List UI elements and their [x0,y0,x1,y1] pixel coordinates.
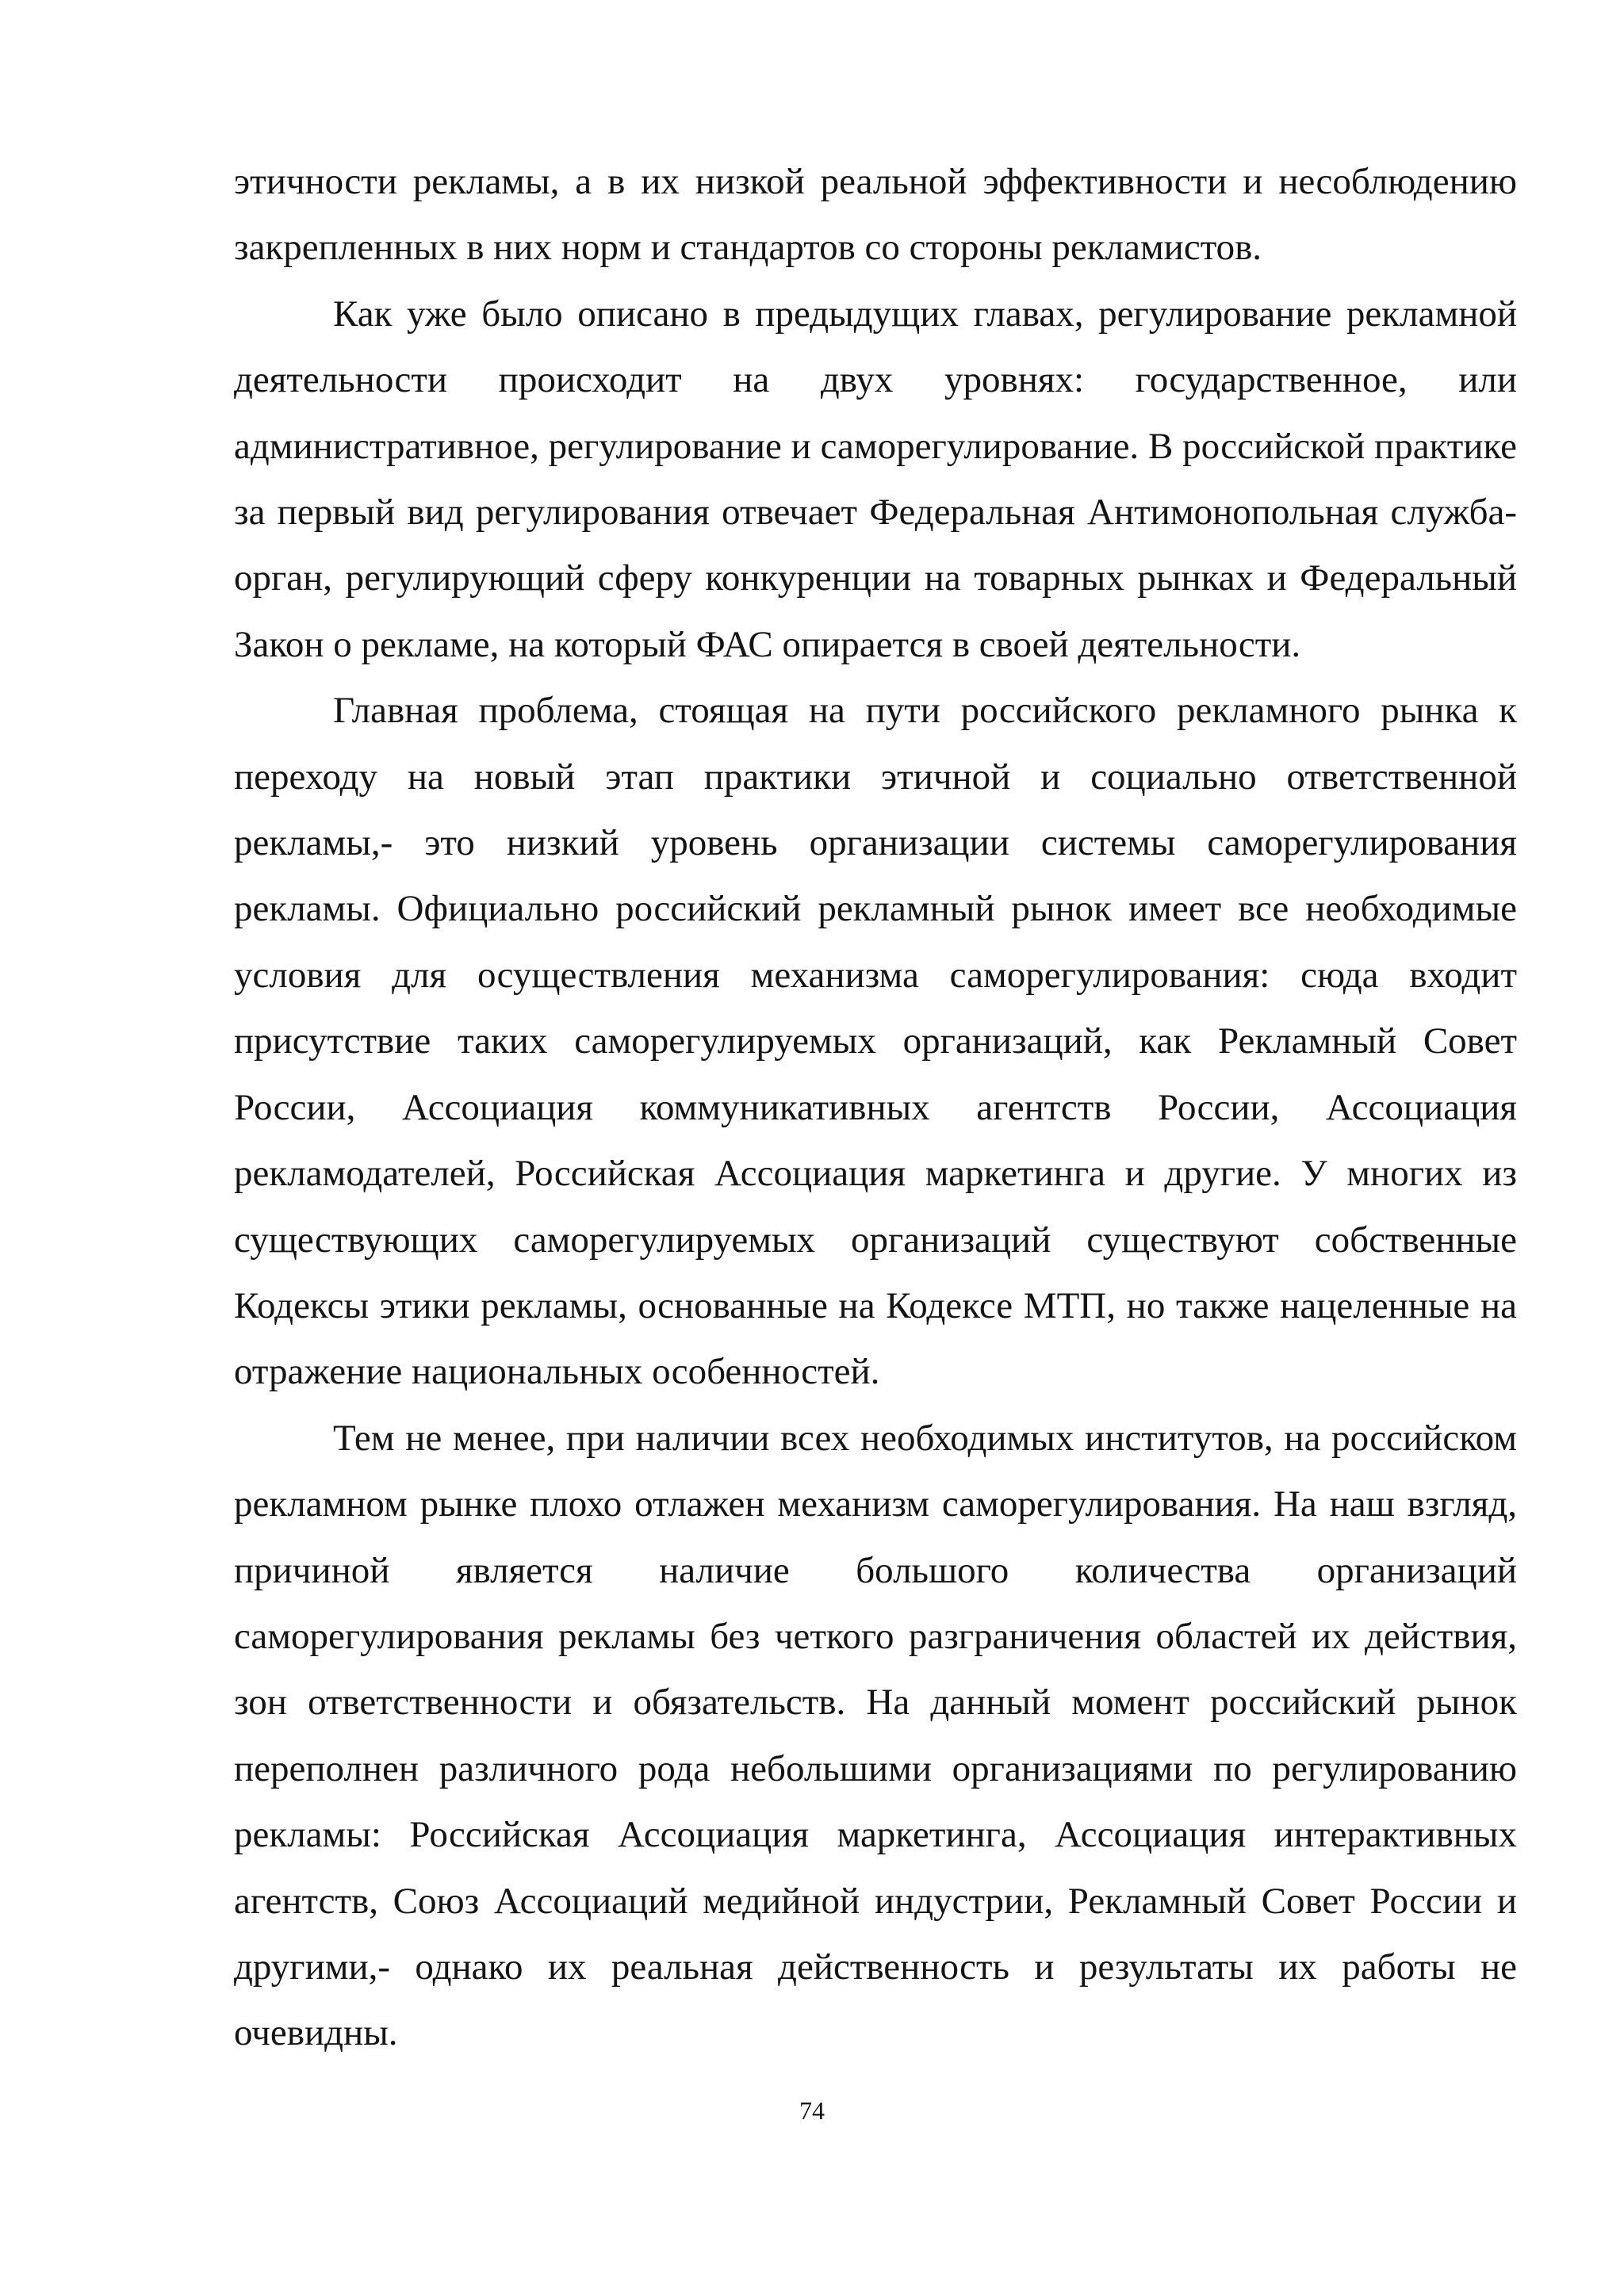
paragraph-continuation: этичности рекламы, а в их низкой реальной эффективности и несоблюдению закрепленных в них норм и стандартов со стороны рекламистов. [234,161,1517,269]
paragraph-institutions: Тем не менее, при наличии всех необходимых институтов, на российском рекламном рынке плохо отлажен механизм саморегулирования. На наш взгляд, причиной является наличие большого количества организаций саморегулирования рекламы без четкого разграничения областей их действия, зон ответственности и обязательств. На данный момент российский рынок переполнен различного рода небольшими организациями по регулированию рекламы: Российская Ассоциация маркетинга, Ассоциация интерактивных агентств, Союз Ассоциаций медийной индустрии, Рекламный Совет России и другими,- однако их реальная действенность и результаты их работы не очевидны. [234,1417,1517,2054]
paragraph-main-problem: Главная проблема, стоящая на пути российского рекламного рынка к переходу на новый этап практики этичной и социально ответственной рекламы,- это низкий уровень организации системы саморегулирования рекламы. Официально российский рекламный рынок имеет все необходимые условия для осуществления механизма саморегулирования: сюда входит присутствие таких саморегулируемых организаций, как Рекламный Совет России, Ассоциация коммуникативных агентств России, Ассоциация рекламодателей, Российская Ассоциация маркетинга и другие. У многих из существующих саморегулируемых организаций существуют собственные Кодексы этики рекламы, основанные на Кодексе МТП, но также нацеленные на отражение национальных особенностей. [234,690,1517,1393]
page-number: 74 [799,2096,825,2125]
paragraph-regulation-levels: Как уже было описано в предыдущих главах, регулирование рекламной деятельности происходит на двух уровнях: государственное, или административное, регулирование и саморегулирование. В российской практике за первый вид регулирования отвечает Федеральная Антимонопольная служба- орган, регулирующий сферу конкуренции на товарных рынках и Федеральный Закон о рекламе, на который ФАС опирается в своей деятельности. [234,293,1517,665]
body-text [234,149,1517,2067]
